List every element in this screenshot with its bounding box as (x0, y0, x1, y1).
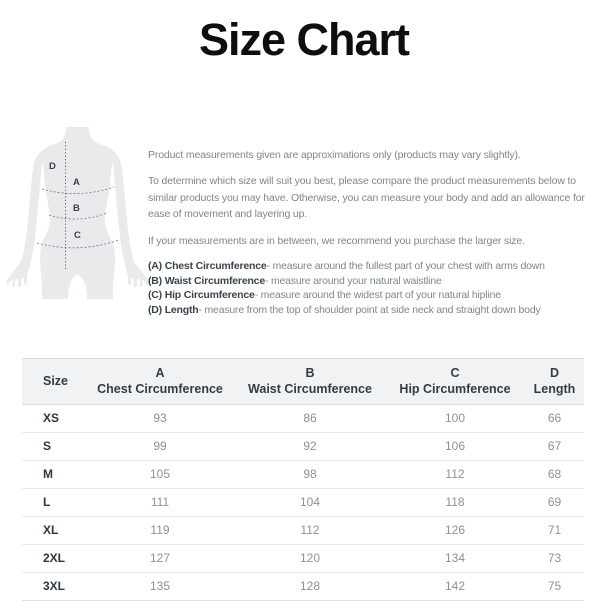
definition-label: (D) Length (148, 303, 199, 316)
body-silhouette-icon (4, 127, 150, 299)
hip-value-cell: 142 (444, 579, 466, 593)
table-row (22, 573, 584, 601)
hip-value-cell: 106 (444, 439, 466, 453)
table-row (22, 405, 584, 433)
table-body (22, 405, 584, 601)
column-header-letter: C (450, 366, 460, 380)
hip-value-cell: 118 (445, 495, 465, 509)
waist-value-cell: 112 (300, 523, 320, 537)
column-header (525, 359, 584, 405)
length-value-cell: 68 (547, 467, 562, 481)
table-row (22, 517, 584, 545)
table-header-row (22, 359, 584, 405)
waist-value-cell: 98 (303, 467, 317, 481)
definition-text: - measure around the fullest part of your chest with arms down (266, 260, 545, 273)
size-cell: M (43, 467, 53, 481)
waist-value-cell: 120 (299, 551, 321, 565)
size-table-grid (22, 358, 584, 601)
column-header-letter: B (305, 366, 315, 380)
size-cell: XS (43, 411, 60, 425)
column-header-label: Size (43, 374, 69, 388)
chest-value-cell: 127 (149, 551, 171, 565)
size-cell: S (43, 439, 52, 453)
body-measurement-diagram (4, 127, 150, 299)
table-row (22, 461, 584, 489)
column-header (385, 359, 525, 405)
column-header-label: Hip Circumference (399, 382, 511, 396)
measurement-definitions (148, 259, 600, 317)
waist-value-cell: 104 (299, 495, 321, 509)
page-title: Size Chart (198, 14, 410, 65)
chest-value-cell: 99 (153, 439, 167, 453)
length-value-cell: 75 (547, 579, 562, 593)
column-header (235, 359, 385, 405)
hip-value-cell: 134 (444, 551, 466, 565)
waist-value-cell: 86 (303, 411, 317, 425)
definition-line (148, 274, 600, 289)
size-table (22, 358, 584, 601)
figure-label-c: C (74, 230, 81, 241)
chest-value-cell: 105 (149, 467, 171, 481)
column-header-label: Length (533, 382, 576, 396)
size-cell: 3XL (43, 579, 66, 593)
definition-text: - measure from the top of shoulder point at side neck and straight down body (198, 303, 541, 316)
definition-label: (C) Hip Circumference (148, 289, 255, 302)
chest-value-cell: 93 (153, 411, 167, 425)
size-cell: L (43, 495, 51, 509)
size-cell: 2XL (43, 551, 66, 565)
definition-line (148, 303, 600, 318)
column-header-letter: D (549, 366, 560, 380)
table-row (22, 545, 584, 573)
table-row (22, 489, 584, 517)
hip-value-cell: 100 (444, 411, 466, 425)
figure-label-d: D (49, 161, 56, 172)
hip-value-cell: 126 (444, 523, 466, 537)
column-header-letter: A (155, 366, 165, 380)
length-value-cell: 66 (547, 411, 562, 425)
waist-value-cell: 92 (303, 439, 317, 453)
chest-value-cell: 135 (149, 579, 171, 593)
size-cell: XL (43, 523, 59, 537)
table-row (22, 433, 584, 461)
figure-label-a: A (73, 177, 80, 188)
definition-line (148, 259, 600, 274)
intro-paragraph: To determine which size will suit you best, please compare the product measurements below to similar products you may have. Otherwise, you can measure your body and add an allowance for ease of movement and layering up. (148, 175, 585, 221)
chest-value-cell: 111 (150, 495, 170, 509)
column-header-label: Waist Circumference (248, 382, 372, 396)
waist-value-cell: 128 (299, 579, 321, 593)
definition-label: (B) Waist Circumference (148, 274, 265, 287)
column-header-label: Chest Circumference (97, 382, 223, 396)
intro-paragraphs (148, 147, 600, 249)
definition-text: - measure around your natural waistline (264, 274, 442, 287)
intro-paragraph: If your measurements are in between, we recommend you purchase the larger size. (148, 234, 525, 247)
definition-label: (A) Chest Circumference (148, 260, 267, 273)
length-value-cell: 71 (547, 523, 562, 537)
intro-paragraph: Product measurements given are approximations only (products may vary slightly). (148, 149, 521, 161)
length-value-cell: 69 (547, 495, 562, 509)
instructions-block (148, 147, 600, 317)
figure-label-b: B (73, 203, 80, 214)
chest-value-cell: 119 (150, 523, 170, 537)
length-value-cell: 73 (547, 551, 562, 565)
length-value-cell: 67 (547, 439, 562, 453)
definition-line (148, 288, 600, 303)
column-header-size (22, 359, 85, 405)
hip-value-cell: 112 (445, 467, 465, 481)
definition-text: - measure around the widest part of your natural hipline (254, 289, 501, 302)
column-header (85, 359, 235, 405)
